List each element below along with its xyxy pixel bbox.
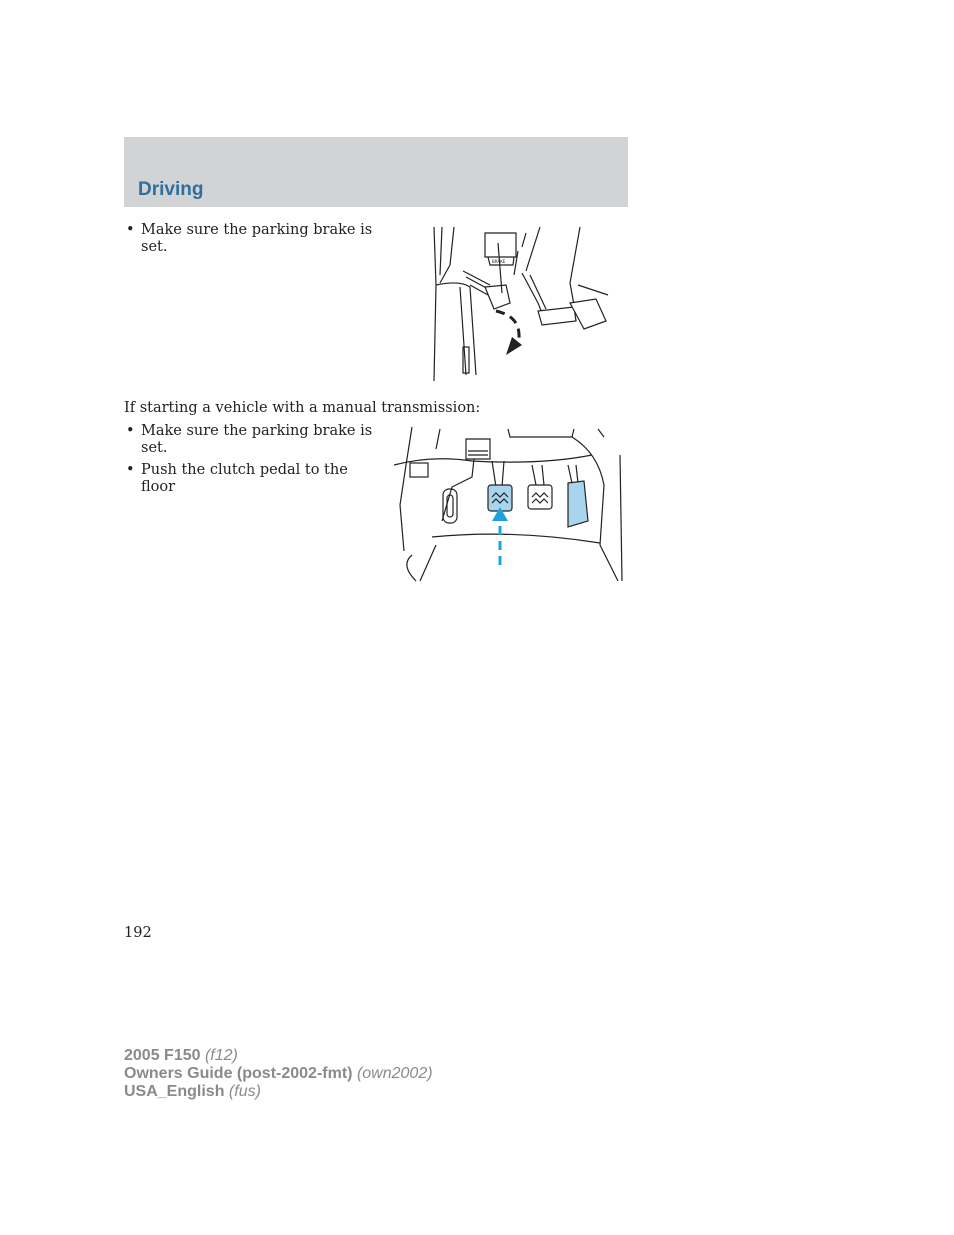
footer-line-2: Owners Guide (post-2002-fmt) (own2002) [124,1065,433,1082]
bullet-parking-brake-manual: • Make sure the parking brake is set. [124,423,384,457]
section-title: Driving [138,179,204,200]
parking-brake-bullets [124,222,384,261]
manual-transmission-bullets [124,423,384,501]
bullet-clutch-pedal: • Push the clutch pedal to the floor [124,462,384,496]
brake-label: BRAKE [492,259,506,264]
page-number: 192 [124,925,152,941]
section-header-band [124,137,628,207]
bullet-parking-brake: • Make sure the parking brake is set. [124,222,384,256]
clutch-pedal-illustration [392,425,624,585]
document-footer [124,1047,433,1101]
parking-brake-release-illustration [430,225,620,383]
footer-line-3: USA_English (fus) [124,1083,261,1100]
footer-line-1: 2005 F150 (f12) [124,1047,238,1064]
manual-transmission-intro: If starting a vehicle with a manual transmission: [124,400,481,416]
